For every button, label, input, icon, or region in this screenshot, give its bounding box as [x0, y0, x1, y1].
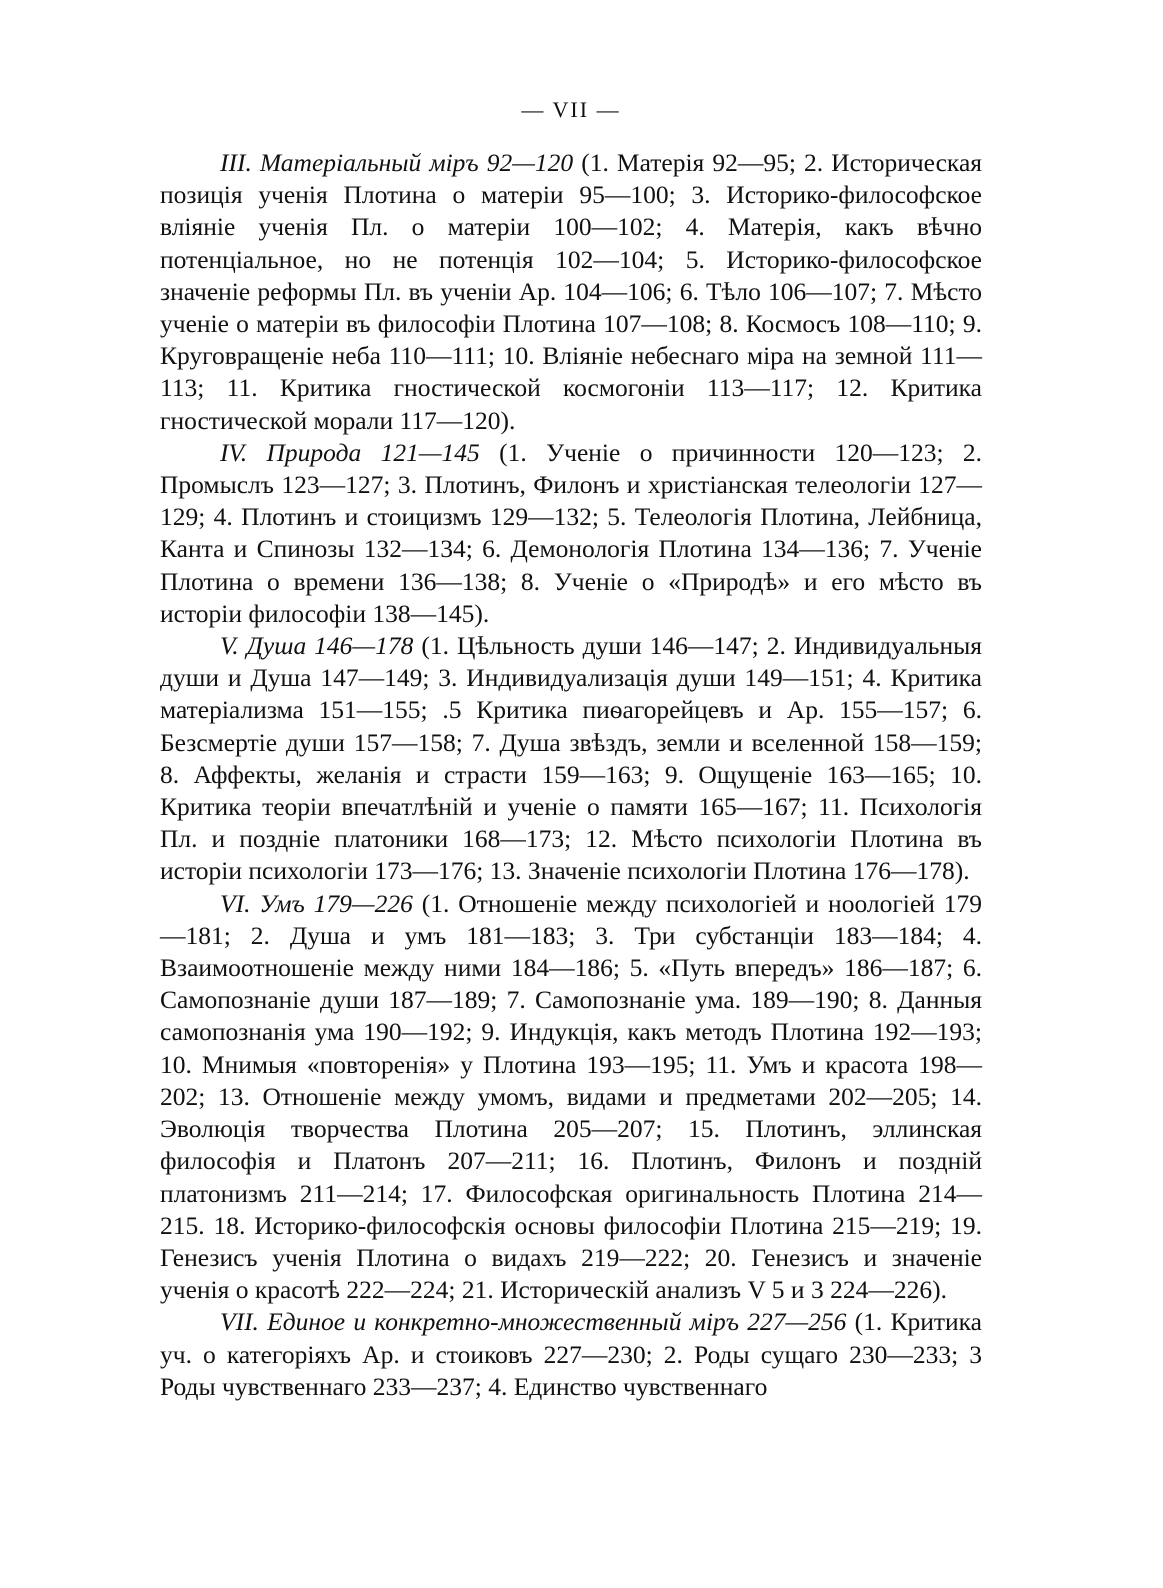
- section-iii: [160, 147, 982, 437]
- section-heading: III. Матеріальный міръ 92—120: [220, 148, 574, 177]
- section-text: (1. Ученіе о причинности 120—123; 2. Промыслъ 123—127; 3. Плотинъ, Филонъ и христіанская телеологіи 127—129; 4. Плотинъ и стоицизмъ 129—132; 5. Телеологія Плотина, Лейбница, Канта и Спинозы 132—134; 6. Демонологія Плотина 134—136; 7. Ученіе Плотина о времени 136—138; 8. Ученіе о «Природѣ» и его мѣсто въ исторіи философіи 138—145).: [160, 437, 983, 628]
- section-heading: IV. Природа 121—145: [220, 437, 480, 467]
- section-text: (1. Матерія 92—95; 2. Историческая позиція ученія Плотина о матеріи 95—100; 3. Историко-философское вліяніе ученія Пл. о матеріи 100—102; 4. Матерія, какъ вѣчно потенціальное, но не потенція 102—104; 5. Историко-философское значеніе реформы Пл. въ ученіи Ар. 104—106; 6. Тѣло 106—107; 7. Мѣсто ученіе о матеріи въ философіи Плотина 107—108; 8. Космосъ 108—110; 9. Круговращеніе неба 110—111; 10. Вліяніе небеснаго міра на земной 111—113; 11. Критика гностической космогоніи 113—117; 12. Критика гностической морали 117—120).: [160, 148, 982, 435]
- section-iv: [160, 437, 982, 630]
- document-page: [160, 95, 982, 1403]
- section-text: (1. Отношеніе между психологіей и ноологіей 179—181; 2. Душа и умъ 181—183; 3. Три субстанціи 183—184; 4. Взаимоотношеніе между ними 184—186; 5. «Путь впередъ» 186—187; 6. Самопознаніе души 187—189; 7. Самопознаніе ума. 189—190; 8. Данныя самопознанія ума 190—192; 9. Индукція, какъ методъ Плотина 192—193; 10. Мнимыя «повторенія» у Плотина 193—195; 11. Умъ и красота 198—202; 13. Отношеніе между умомъ, видами и предметами 202—205; 14. Эволюція творчества Плотина 205—207; 15. Плотинъ, эллинская философія и Платонъ 207—211; 16. Плотинъ, Филонъ и поздній платонизмъ 211—214; 17. Философская оригинальность Плотина 214—215. 18. Историко-философскія основы философіи Плотина 215—219; 19. Генезисъ ученія Плотина о видахъ 219—222; 20. Генезисъ и значеніе ученія о красотѣ 222—224; 21. Историческій анализъ V 5 и 3 224—226).: [160, 888, 983, 1305]
- section-heading: VI. Умъ 179—226: [220, 888, 413, 918]
- section-text: (1. Цѣльность души 146—147; 2. Индивидуальныя души и Душа 147—149; 3. Индивидуализація души 149—151; 4. Критика матеріализма 151—155; .5 Критика пиѳагорейцевъ и Ар. 155—157; 6. Безсмертіе души 157—158; 7. Душа звѣздъ, земли и вселенной 158—159; 8. Аффекты, желанія и страсти 159—163; 9. Ощущеніе 163—165; 10. Критика теоріи впечатлѣній и ученіе о памяти 165—167; 11. Психологія Пл. и поздніе платоники 168—173; 12. Мѣсто психологіи Плотина въ исторіи психологіи 173—176; 13. Значеніе психологіи Плотина 176—178).: [160, 631, 982, 886]
- section-vii: [160, 1306, 982, 1403]
- section-vi: [160, 888, 982, 1307]
- section-heading: VII. Единое и конкретно-множественный міръ 227—256: [220, 1307, 847, 1337]
- section-text: (1. Критика уч. о категоріяхъ Ар. и стоиковъ 227—230; 2. Роды сущаго 230—233; 3 Роды чувственнаго 233—237; 4. Единство чувственнаго: [160, 1307, 982, 1401]
- page-number: — VII —: [521, 97, 621, 122]
- section-heading: V. Душа 146—178: [220, 631, 414, 661]
- section-v: [160, 630, 982, 888]
